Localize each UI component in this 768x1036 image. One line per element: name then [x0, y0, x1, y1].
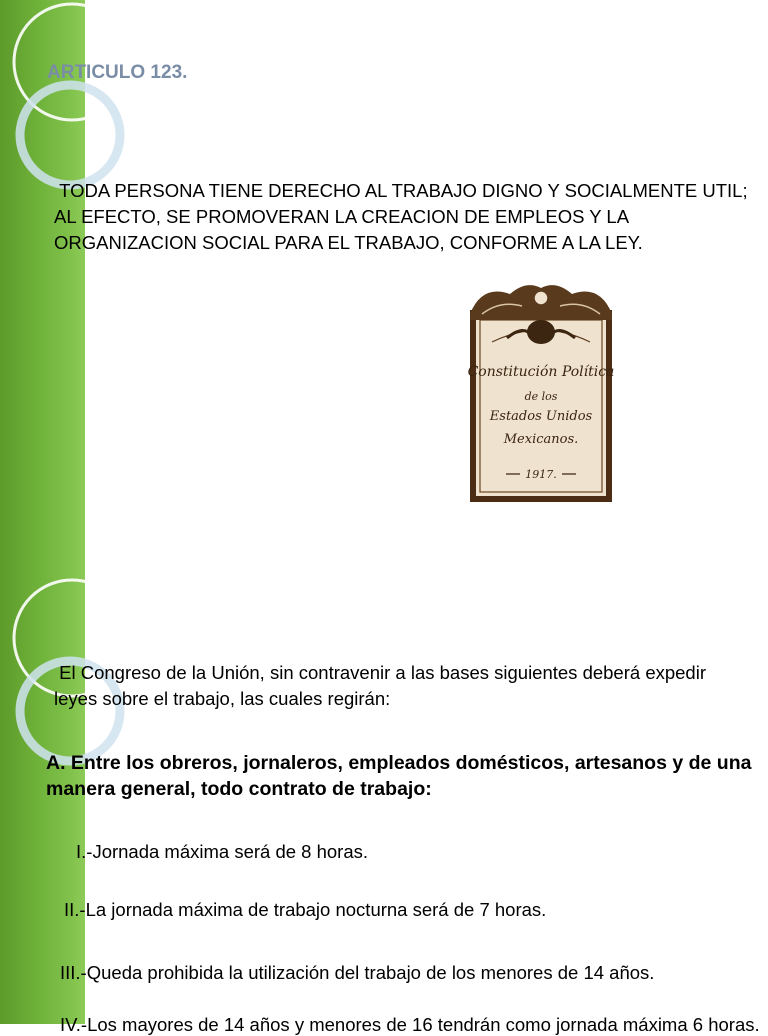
- list-item: I.-Jornada máxima será de 8 horas.: [76, 841, 369, 862]
- cover-year: 1917.: [525, 468, 557, 481]
- constitution-cover-image: [462, 280, 620, 508]
- slide-2: [0, 576, 768, 1035]
- cover-line-3: Estados Unidos: [489, 409, 593, 424]
- list-item: II.-La jornada máxima de trabajo nocturna será de 7 horas.: [64, 899, 547, 920]
- decorative-rings: [0, 0, 160, 576]
- cover-line-1: Constitución Política: [467, 364, 615, 380]
- list-item: III.-Queda prohibida la utilización del trabajo de los menores de 14 años.: [60, 962, 655, 983]
- cover-line-4: Mexicanos.: [503, 432, 579, 447]
- page-title: ARTICULO 123.: [47, 62, 188, 83]
- cover-line-2: de los: [524, 390, 558, 403]
- section-a-heading: A. Entre los obreros, jornaleros, empleados domésticos, artesanos y de una manera general, todo contrato de trabajo:: [46, 752, 757, 800]
- article-paragraph: TODA PERSONA TIENE DERECHO AL TRABAJO DIGNO Y SOCIALMENTE UTIL; AL EFECTO, SE PROMOVERAN LA CREACION DE EMPLEOS Y LA ORGANIZACION SOCIAL PARA EL TRABAJO, CONFORME A LA LEY.: [54, 180, 752, 253]
- congress-paragraph: El Congreso de la Unión, sin contravenir a las bases siguientes deberá expedir leyes sobre el trabajo, las cuales regirán:: [54, 662, 712, 709]
- list-item: IV.-Los mayores de 14 años y menores de 16 tendrán como jornada máxima 6 horas.: [60, 1014, 760, 1035]
